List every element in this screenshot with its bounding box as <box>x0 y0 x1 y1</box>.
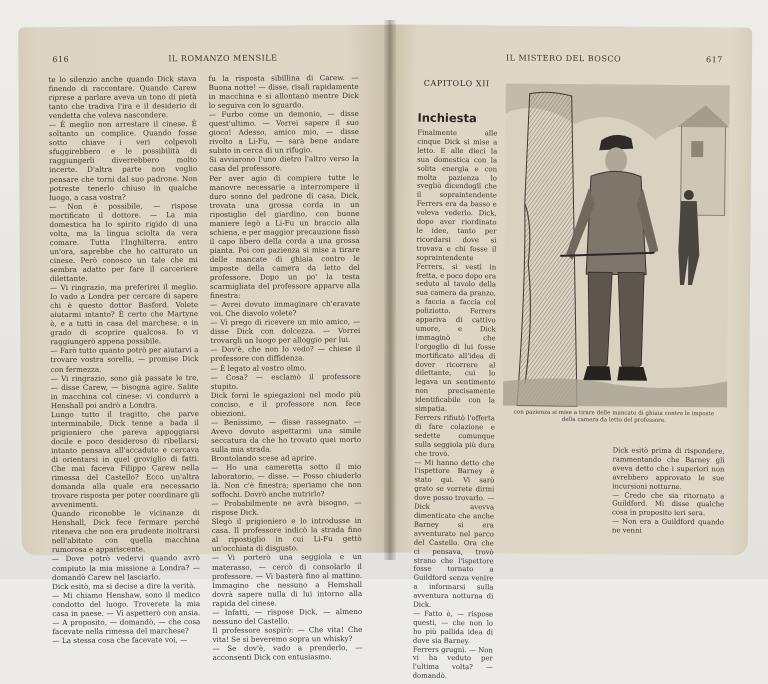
right-column-bottom <box>612 446 725 536</box>
paragraph: Per aver agio di compiere tutte le manovre necessarie a interrompere il duro sonno del padrone di casa, Dick, trovata una grossa corda in un ripostiglio del giardino, con buone maniere legò a Li-Fu un braccio alla schiena, e per maggior precauzione fissò il capo libero della corda a una grossa pianta. Poi con pazienza si mise a tirare delle mancate di ghiaia contro le imposte della camera da letto del professore. Dopo un po' la testa scarmigliata del professore apparve alla finestra: <box>209 172 361 301</box>
paragraph: — Ho una cameretta sotto il mio laboratorio, — disse. — Posso chiuderlo là. Non c'è finestra; speriamo che non soffochi. Dovrò anche nutrirlo? <box>211 461 362 500</box>
paragraph: — Vi porterò una seggiola e un materasso, — cercò di consolarlo il professore. — Vi basterà fino al mattino. Immagino che nessuno a Hemshall dovrà sapere nulla di lui intorno alla rapida del cinese. <box>211 552 363 608</box>
paragraph: — La stessa cosa che facevate voi, — <box>52 635 188 645</box>
paragraph: — Vi prego di ricevere un mio amico, — disse Dick con dolcezza. — Vorrei trovargli un luogo per alloggio per lui. <box>210 317 361 346</box>
paragraph: Finalmente alle cinque Dick si mise a letto. E alle dieci la sua domestica con la solita energia e con molta pazienza lo svegliò dicendogli che il sopraintendente Ferrers era da basso e voleva vederlo. Dick, dopo aver riordinato le idee, tanto per ricordarsi dove si trovava e chi fosse il sopraintendente Ferrers, si vestì in fretta, e poco dopo era seduto al tavolo della sua camera da pranzo, a faccia a faccia col poliziotto. Ferrers appariva di cattivo umore, e Dick immaginò che l'orgoglio di lui fosse mortificato all'idea di dover ricorrere al dilettante, cui lo legava un sentimento non precisamente identificabile con la simpatia. <box>414 128 498 414</box>
left-column-1 <box>48 74 200 645</box>
paragraph: — Se dov'è, vado a prenderlo, — acconsentì Dick con entusiasmo. <box>212 642 363 662</box>
paragraph: Lungo tutto il tragitto, che parve interminabile, Dick tenne a bada il prigioniero che pareva appoggiarsi docile e poco desideroso di ribellarsi; intanto pensava all'accaduto e cercava di orientarsi in quel groviglio di fatti. Che mai faceva Filippo Carew nella rimessa del Castello? Ecco un'altra domanda alla quale era necessario trovare risposta per poter coordinare gli avvenimenti. <box>50 408 200 510</box>
running-head-left: IL ROMANZO MENSILE <box>168 53 278 64</box>
paragraph: Brontolando scese ad aprire. <box>211 453 317 463</box>
paragraph: — È meglio non arrestare il cinese. È soltanto un complice. Quando fosse sotto chiave i veri colpevoli sfuggirebbero e le possibilità di raggiungerli diverrebbero molto incerte. D'altra parte non voglio pensare che torni dal suo padrone. Non potreste tenerlo chiuso in qualche luogo, a casa vostra? <box>48 119 198 202</box>
paragraph: Si avviarono l'uno dietro l'altro verso la casa del professore. <box>209 154 360 174</box>
left-column-2 <box>208 73 362 662</box>
right-narrow-column <box>413 129 498 682</box>
paragraph: Slegò il prigioniero e lo introdusse in casa. Il professore indicò la strada fino al ripostiglio in cui Li-Fu gettò un'occhiata di disgusto. <box>211 516 362 554</box>
paragraph: Il professore sospirò: — Che vita! Che vita! Se sì beveremo sopra un whisky? <box>212 624 363 644</box>
paragraph: — Farò tutto quanto potrò per aiutarvi a trovare vostra sorella, — promise Dick con fermezza. <box>50 345 199 374</box>
paragraph: — Avrei dovuto immaginare ch'eravate voi. Che diavolo volete? <box>210 299 361 319</box>
page-number-left: 616 <box>52 54 70 65</box>
illustration-caption: con pazienza si mise a tirare delle mancate di ghiaia contro le imposte della camera da letto del professore. <box>513 409 715 424</box>
paragraph: — Vi ringrazio, sono già passate le tre, — disse Carew, — bisogna agire. Salite in macchina col cinese: vi condurrò a Henshall poi andrò a Londra. <box>50 372 199 410</box>
paragraph: Dick fornì le spiegazioni nel modo più conciso, e il professore non fece obiezioni. <box>210 389 361 418</box>
paragraph: — Probabilmente ne avrà bisogno, — rispose Dick. <box>211 498 362 518</box>
chapter-label: CAPITOLO XII <box>423 78 490 89</box>
page-number-right: 617 <box>705 55 723 65</box>
open-magazine <box>20 20 750 681</box>
paragraph: Ferrers rifiutò l'offerta di fare colazione e sedette comunque sulla seggiola più dura che trovò. <box>414 413 495 458</box>
left-page <box>18 25 394 662</box>
paragraph: — Credo che sia ritornato a Guildford. Mi disse qualche cosa in proposito ieri sera. <box>612 490 725 518</box>
paragraph: Dick esitò prima di rispondere, rammentando che Barney gli aveva detto che i superiori non avrebbero approvato le sue incursioni notturne. <box>612 446 725 491</box>
paragraph: te lo silenzio anche quando Dick stava finendo di raccontare. Quando Carew riprese a parlare aveva un tono di pietà tanto che tradiva l'ira e il desiderio di vendetta che voleva nascondere. <box>48 74 197 121</box>
paragraph: — Non era a Guildford quando ne venni <box>611 517 725 535</box>
paragraph: — Mi hanno detto che l'ispettore Barney è stato qui. Vi sarò grato se vorrete dirmi dove posso trovarlo. — Dick avevva dimenticato che anche Barney si era avventurato nel parco del Castello. Ora che ci pensava, trovò strano che l'ispettore fosse tornato a Guildford senza venire a informarsi sulla avventura notturna di Dick. <box>413 458 495 609</box>
paragraph: — Dov'è, che non lo vedo? — chiese il professore con diffidenza. <box>210 344 361 364</box>
paragraph: — Non è possibile, — rispose mortificato il dottore. — La mia domestica ha lo spirito rigido di una volta, ma la lingua sciolta da vera comare. Tutta l'Inghilterra, entro un'ora, saprebbe che ho catturato un cinese. Però conosco un tale che mi sembra adatto per fare il carceriere dilettante. <box>49 200 198 284</box>
paragraph: — Mi chiamo Henshaw, sono il medico condotto del luogo. Troverete la mia casa in paese. — Vi aspetterò con ansia. — A proposito, — domandò, — che cosa facevate nella rimessa del marchese? <box>52 589 201 636</box>
book-gutter <box>384 20 396 560</box>
right-page <box>384 24 753 681</box>
paragraph: — Fatto è, — rispose questi, — che non lo ho più pallida idea di dove sia Barney. <box>412 609 494 645</box>
paragraph: — Cosa? — esclamò il professore stupito. <box>210 371 361 391</box>
paragraph: — Dove potrò vedervi quando avrò compiuto la mia missione a Londra? — domandò Carew nel lasciarlo. <box>51 553 200 582</box>
paragraph: fu la risposta sibillina di Carew. — Buona notte! — disse, risalì rapidamente in macchina e si allontanò mentre Dick lo seguiva con lo sguardo. <box>208 72 359 111</box>
paragraph: Ferrers grugnì. — Non vi ha veduto per l'ultima volta? — domandò. <box>412 645 493 681</box>
paragraph: Quando riconobbe le vicinanze di Henshall, Dick fece fermare perché riteneva che non era prudente inoltrarsi nell'abitato con quella macchina rumorosa e appariscente. <box>51 508 200 555</box>
paragraph: — Vi ringrazio, ma preferirei il meglio. Io vado a Londra per cercare di sapere chi è questo dottor Basford. Volete aiutarmi intanto? È certo che Martyne è, e a tutti in casa del marchese, e in grado di scoprire qualcosa. Io vi raggiungerò appena possibile. <box>49 282 199 347</box>
paragraph: — Infatti, — rispose Dick, — almeno nessuno del Castello. <box>212 606 363 626</box>
paragraph: — È legato al vostro olmo. <box>210 362 307 373</box>
running-head-right: IL MISTERO DEL BOSCO <box>505 53 622 64</box>
right-column-tail-left <box>505 445 601 446</box>
paragraph: — Furbo come un demonio, — disse quest'ultimo. — Vorrei sapere il suo gioco! Adesso, amico mio, — disse rivolto a Li-Fu, — sarà bene andare subito in cerca di un rifugio. <box>208 109 359 156</box>
paragraph: Dick esitò, ma si decise a dire la verità. <box>52 580 196 591</box>
paragraph: — Benissimo, — disse rassegnato. — Avevo dovuto aspettarmi una simile seccatura da che ho trovato quei morto sulla mia strada. <box>210 416 362 454</box>
illustration-man-tied-to-tree <box>503 83 730 407</box>
chapter-title: Inchiesta <box>417 110 477 126</box>
